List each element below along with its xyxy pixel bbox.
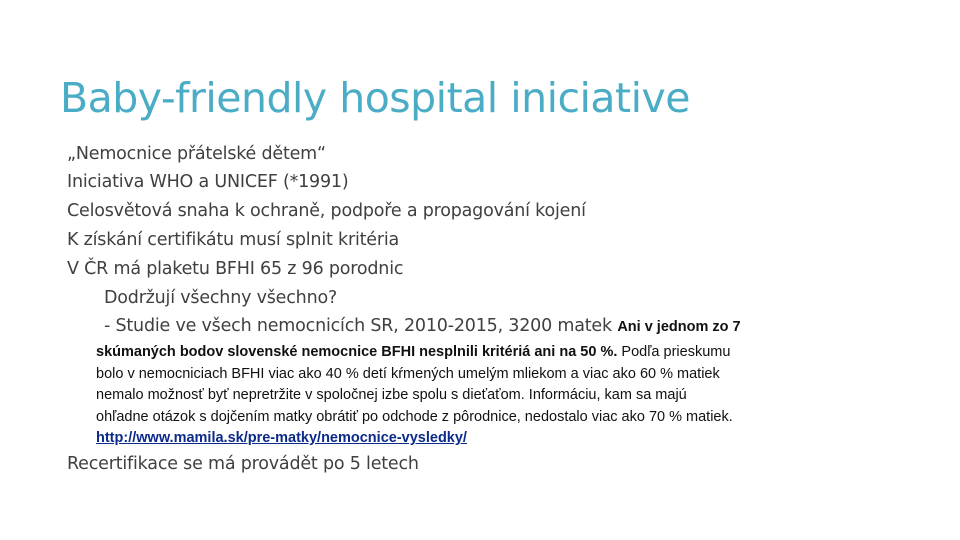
para-line-1-normal: Podľa prieskumu [617,344,731,360]
para-line-3: nemalo možnosť byť nepretržite v spoločnej izbe spolu s dieťaťom. Informáciu, kam sa majú [96,387,687,403]
source-link[interactable]: http://www.mamila.sk/pre-matky/nemocnice-vysledky/ [96,430,467,446]
study-bold-start: Ani v jednom zo 7 [617,319,741,335]
para-line-2: bolo v nemocniciach BFHI viac ako 40 % detí kŕmených umelým mliekom a viac ako 60 % matiek [96,365,720,382]
bullet-line-1: „Nemocnice přátelské dětem“ [67,144,326,164]
slide-title: Baby-friendly hospital iniciative [60,74,690,122]
para-line-4: ohľadne otázok s dojčením matky obrátiť po odchode z pôrodnice, nedostalo viac ako 70 % matiek. [96,408,733,425]
bullet-line-4: K získání certifikátu musí splnit kritéria [67,230,400,250]
question-line: Dodržují všechny všechno? [104,288,338,308]
bullet-line-5: V ČR má plaketu BFHI 65 z 96 porodnic [67,259,404,279]
para-line-1 [96,342,916,364]
bullet-line-2: Iniciativa WHO a UNICEF (*1991) [67,172,349,192]
study-prefix: - Studie ve všech nemocnicích SR, 2010-2015, 3200 matek [104,316,612,336]
para-line-1-bold: skúmaných bodov slovenské nemocnice BFHI nesplnili kritériá ani na 50 %. [96,344,618,360]
study-line [104,314,741,339]
bullet-line-3: Celosvětová snaha k ochraně, podpoře a propagování kojení [67,201,586,221]
recertification-line: Recertifikace se má provádět po 5 letech [67,454,419,474]
study-paragraph [96,342,916,450]
